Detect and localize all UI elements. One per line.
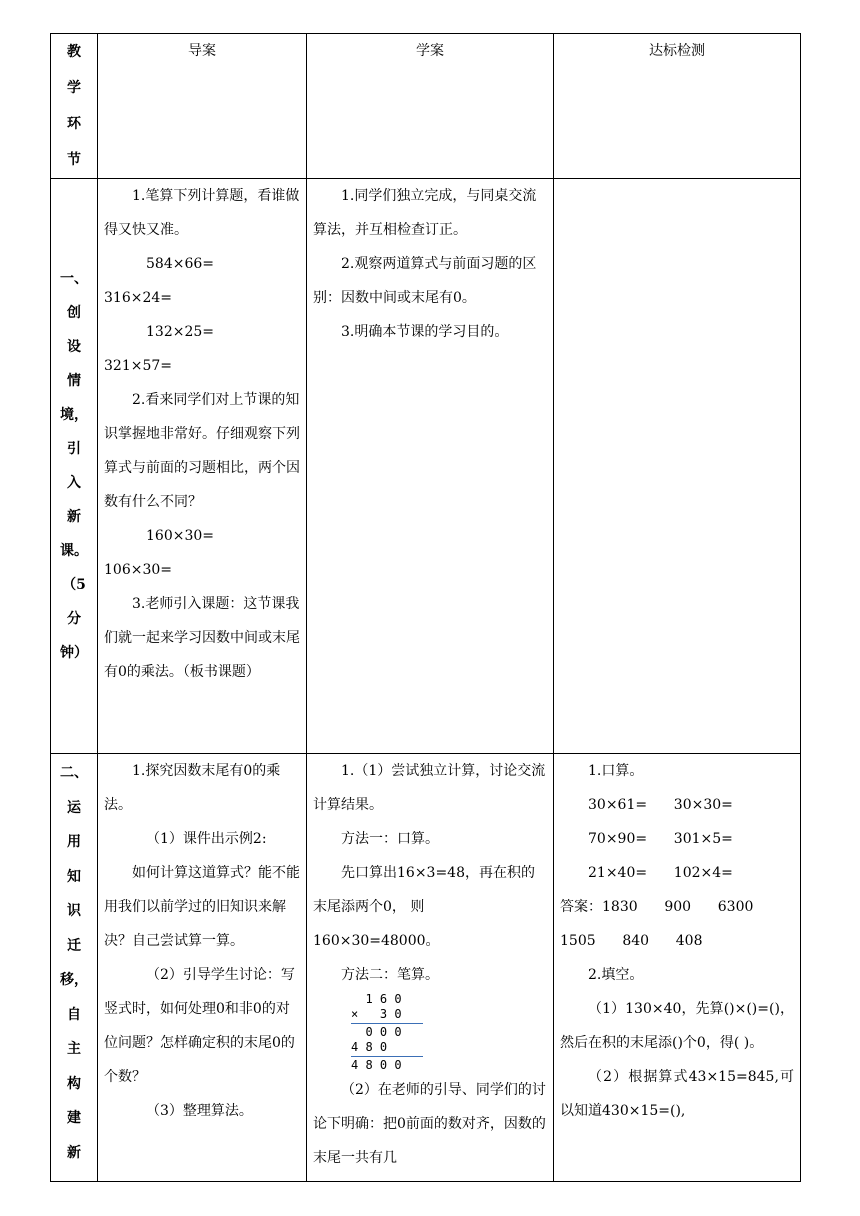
stage-char: 分 — [67, 611, 81, 627]
stage-char: 一、 — [60, 271, 88, 287]
guide-expression: 160×30= — [146, 528, 214, 544]
section1-row — [51, 179, 801, 754]
stage-char: 自 — [67, 1006, 81, 1023]
check-answer: 1505 840 408 — [560, 933, 703, 949]
stage-char: 迁 — [67, 937, 81, 954]
section1-study-cell — [307, 179, 554, 754]
stage-char: 环 — [67, 116, 81, 132]
check-expression: 70×90= 301×5= — [588, 831, 733, 847]
guide-paragraph: 1.笔算下列计算题，看谁做得又快又准。 — [104, 188, 300, 238]
guide-paragraph: （2）引导学生讨论：写竖式时，如何处理0和非0的对位问题？怎样确定积的末尾0的个数？ — [104, 967, 295, 1085]
stage-char: 情 — [67, 373, 81, 389]
guide-expression: 321×57= — [104, 358, 172, 374]
stage-char: 钟） — [60, 645, 88, 661]
stage-char: 入 — [67, 475, 81, 491]
study-paragraph: 方法二：笔算。 — [341, 967, 439, 983]
study-paragraph: 先口算出16×3=48，再在积的末尾添两个0， 则160×30=48000。 — [313, 865, 535, 949]
guide-paragraph: 3.老师引入课题：这节课我们就一起来学习因数中间或末尾有0的乘法。（板书课题） — [104, 596, 300, 680]
stage-char: 新 — [67, 1144, 81, 1161]
stage-char: 建 — [67, 1110, 81, 1126]
calc-row: 0 0 0 — [351, 1025, 402, 1039]
stage-char: 创 — [67, 305, 81, 321]
study-paragraph: 3.明确本节课的学习目的。 — [341, 324, 509, 340]
section1-check-cell — [554, 179, 801, 754]
header-stage-cell — [51, 34, 98, 179]
stage-char: 境， — [60, 407, 88, 423]
study-paragraph: 1.同学们独立完成，与同桌交流算法，并互相检查订正。 — [313, 188, 537, 238]
guide-paragraph: 2.看来同学们对上节课的知识掌握地非常好。仔细观察下列算式与前面的习题相比，两个因数有什么不同？ — [104, 392, 300, 510]
check-paragraph: 1.口算。 — [588, 763, 644, 779]
stage-char: 主 — [67, 1041, 81, 1057]
stage-char: 节 — [67, 152, 81, 168]
stage-char: 识 — [67, 903, 81, 919]
guide-expression: 106×30= — [104, 562, 172, 578]
study-paragraph: （2）在老师的引导、同学们的讨论下明确：把0前面的数对齐，因数的末尾一共有几 — [313, 1082, 546, 1166]
calc-row: × 3 0 — [351, 1007, 402, 1021]
check-expression: 21×40= 102×4= — [588, 865, 733, 881]
header-guide: 导案 — [98, 34, 307, 179]
stage-char: 学 — [67, 80, 81, 96]
stage-char: 设 — [67, 339, 81, 355]
stage-char: 引 — [67, 441, 81, 457]
check-expression: 30×61= 30×30= — [588, 797, 733, 813]
header-study: 学案 — [307, 34, 554, 179]
check-paragraph: （1）130×40，先算()×()=()，然后在积的末尾添()个0，得( )。 — [560, 1001, 794, 1051]
stage-char: 构 — [67, 1075, 81, 1092]
stage-char: 新 — [67, 509, 81, 525]
study-paragraph: 方法一：口算。 — [341, 831, 439, 847]
guide-paragraph: （1）课件出示例2: — [146, 831, 267, 847]
stage-char: 二、 — [60, 765, 88, 781]
guide-paragraph: （3）整理算法。 — [146, 1103, 253, 1119]
check-answer: 答案：1830 900 6300 — [560, 899, 754, 915]
guide-paragraph: 如何计算这道算式？能不能用我们以前学过的旧知识来解决？自己尝试算一算。 — [104, 865, 300, 949]
guide-paragraph: 1.探究因数末尾有0的乘法。 — [104, 763, 281, 813]
vertical-multiplication — [351, 992, 423, 1073]
guide-expression: 132×25= — [146, 324, 214, 340]
section2-stage-cell — [51, 754, 98, 1182]
check-paragraph: （2）根据算式43×15=845,可以知道430×15=(), — [560, 1069, 794, 1119]
calc-row: 4 8 0 0 — [351, 1058, 402, 1072]
stage-char: 教 — [67, 44, 81, 60]
study-paragraph: 2.观察两道算式与前面习题的区别：因数中间或末尾有0。 — [313, 256, 537, 306]
check-paragraph: 2.填空。 — [588, 967, 644, 983]
stage-char: （5 — [62, 577, 86, 593]
stage-char: 运 — [67, 799, 81, 816]
header-check: 达标检测 — [554, 34, 801, 179]
stage-char: 课。 — [60, 543, 88, 559]
section1-guide-cell — [98, 179, 307, 754]
calc-row: 4 8 0 — [351, 1040, 388, 1054]
guide-expression: 584×66= — [146, 256, 214, 272]
section2-guide-cell — [98, 754, 307, 1182]
calc-rule — [351, 1023, 423, 1024]
study-paragraph: 1.（1）尝试独立计算，讨论交流计算结果。 — [313, 763, 546, 813]
stage-char: 用 — [67, 834, 81, 850]
calc-rule — [351, 1056, 423, 1057]
guide-expression: 316×24= — [104, 290, 172, 306]
section2-check-cell — [554, 754, 801, 1182]
header-row — [51, 34, 801, 179]
calc-row: 1 6 0 — [351, 992, 402, 1006]
section2-study-cell — [307, 754, 554, 1182]
section2-row — [51, 754, 801, 1182]
stage-char: 移， — [60, 972, 88, 988]
stage-char: 知 — [67, 868, 81, 885]
lesson-plan-table — [50, 33, 801, 1182]
section1-stage-cell — [51, 179, 98, 754]
